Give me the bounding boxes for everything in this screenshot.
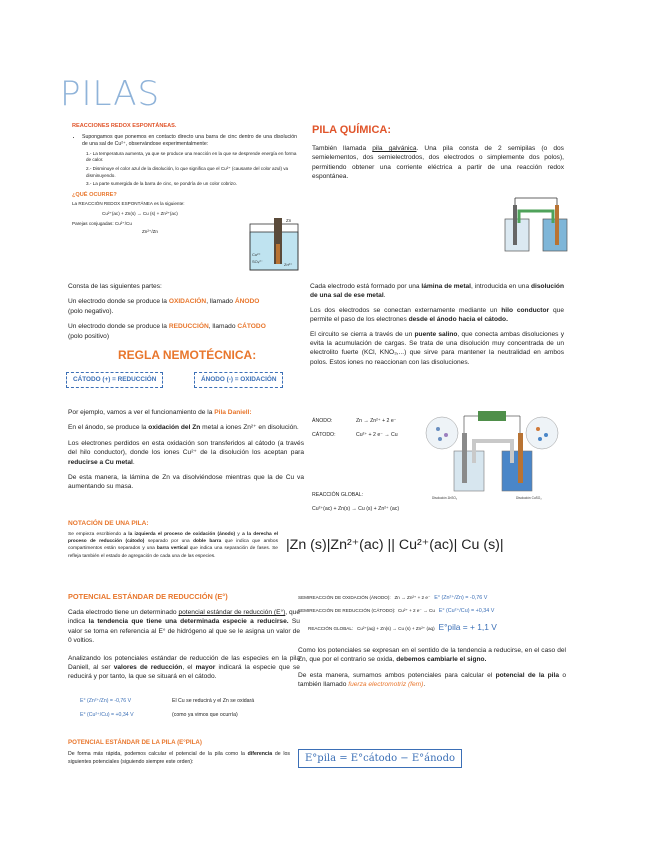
galvanic-cell-figure <box>503 195 571 255</box>
cu-ion-label: Cu²⁺ <box>252 252 261 257</box>
que-ocurre-heading: ¿QUÉ OCURRE? <box>72 191 117 198</box>
bullet-text: • Supongamos que ponemos en contacto directo una barra de cinc dentro de una disolución de una sal de Cu²⁺, observándose experimentalmente: <box>82 134 297 149</box>
potential-section <box>68 592 300 682</box>
cathode-description: Un electrodo donde se produce la REDUCCIÓN, llamado CÁTODO (polo positivo) <box>68 323 266 340</box>
redox-equation: Cu²⁺(ac) + Zn(s) → Cu (s) + Zn²⁺(ac) <box>102 210 178 216</box>
electrode-p2: Los dos electrodos se conectan externamente mediante un hilo conductor que permite el paso de los electrones desde el ánodo hacia el cátodo. <box>310 306 564 324</box>
potential-p2: Analizando los potenciales estándar de reducción de las especies en la pila Daniell, al ser valores de reducción, el mayor indicará la especie que se reducirá y por tanto, la que se situará en el cátodo. <box>68 654 300 681</box>
explanation-p2: De esta manera, sumamos ambos potenciales para calcular el potencial de la pila o también llamado fuerza electromotriz (fem). <box>298 671 566 689</box>
daniell-p3: De esta manera, la lámina de Zn va disolviéndose mientras que la de Cu va aumentando su masa. <box>68 474 304 491</box>
zn-label: Zn <box>286 218 292 223</box>
electrode-p3: El circuito se cierra a través de un puente salino, que conecta ambas disoluciones y evita la acumulación de cargas. Se trata de una disolución muy concentrada de un electrolito fuerte (KCl, KNO₃,...) que sirve para mantener la neutralidad en ambos polos. Estos iones no reaccionan con las disoluciones. <box>310 330 564 366</box>
explanation-p1: Como los potenciales se expresan en el sentido de la tendencia a reducirse, en el caso del Zn, que por el contrario se oxida, debemos cambiarle el signo. <box>298 647 566 664</box>
pila-quimica-text: También llamada pila galvánica. Una pila consta de 2 semipilas (o dos semielementos, dos semielectrodos, dos electrodos o simplemente dos polos), permitiendo obtener una corriente eléctrica a partir de una reacción redox espontánea. <box>312 145 564 181</box>
observation-1: 1.- La temperatura aumenta, ya que se produce una reacción en la que se desprende energía en forma de calor. <box>86 150 297 163</box>
parts-intro: Consta de las siguientes partes: <box>68 283 162 290</box>
potential-title: POTENCIAL ESTÁNDAR DE REDUCCIÓN (E°) <box>68 592 228 601</box>
znso4-label: Disolución ZnSO₄ <box>432 496 458 500</box>
daniell-intro: Por ejemplo, vamos a ver el funcionamiento de la Pila Daniell: <box>68 409 252 416</box>
anode-rule-box <box>194 372 283 388</box>
pila-quimica-section <box>312 124 564 182</box>
electrode-p1: Cada electrodo está formado por una lámina de metal, introducida en una disolución de una sal de ese metal. <box>310 283 564 300</box>
daniell-section <box>68 408 304 492</box>
redox-spontaneous-text: La REACCIÓN REDOX ESPONTÁNEA es la siguiente: <box>72 201 185 207</box>
global-reaction: REACCIÓN GLOBAL: Cu²⁺(ac) + Zn(s) → Cu (s) + Zn²⁺ (ac) <box>312 492 400 512</box>
potential-values: E° (Zn²⁺/Zn) = -0,76 V El Cu se reducirá y el Zn se oxidará E° (Cu²⁺/Cu) = +0,34 V (como ya vimos que ocurría) <box>80 698 255 718</box>
electrode-section <box>310 282 564 367</box>
parts-section <box>68 282 308 341</box>
cell-potential-section <box>68 739 290 766</box>
daniell-cell-figure <box>424 405 562 501</box>
conjugate-pairs-2: Zn²⁺/Zn <box>142 229 158 235</box>
notation-title: NOTACIÓN DE UNA PILA: <box>68 520 149 527</box>
cell-notation-formula: |Zn (s)|Zn²⁺(ac) || Cu²⁺(ac)| Cu (s)| <box>286 537 504 553</box>
semireactions: SEMIREACCIÓN DE OXIDACIÓN (ÁNODO): Zn → Zn²⁺ + 2 e⁻ E° (Zn²⁺/Zn) = -0,76 V SEMIREACCIÓN DE REDUCCIÓN (CÁTODO): Cu²⁺ + 2 e⁻ → Cu E° (Cu²⁺/Cu) = +0,34 V REACCIÓN GLOBAL: Cu²⁺(aq) + Zn(s) → Cu (s) + Zn²⁺ (aq) E°pila = + 1,1 V <box>298 595 497 633</box>
cuso4-label: Disolución CuSO₄ <box>516 496 542 500</box>
cell-potential-text: De forma más rápida, podemos calcular el potencial de la pila como la diferencia de los siguientes potenciales (siguiendo siempre este orden): <box>68 751 290 765</box>
notation-section <box>68 520 278 560</box>
observation-2: 2.- Disminuye el color azul de la disolución, lo que significa que el Cu²⁺ (causante del color azul) va disminuyendo. <box>86 165 289 178</box>
daniell-p1: En el ánodo, se produce la oxidación del Zn metal a iones Zn²⁺ en disolución. <box>68 424 299 432</box>
potential-explanation <box>298 646 566 690</box>
section-title: REACCIONES REDOX ESPONTÁNEAS. <box>72 123 177 129</box>
half-reactions: ÁNODO: Zn → Zn²⁺ + 2 e⁻ CÁTODO: Cu²⁺ + 2 e⁻ → Cu <box>312 418 398 438</box>
cell-potential-formula: E°pila = E°cátodo − E°ánodo <box>298 749 462 768</box>
cell-potential-title: POTENCIAL ESTÁNDAR DE LA PILA (E°PILA) <box>68 739 202 746</box>
cathode-rule-box <box>66 372 163 388</box>
sulfate-label: SO₄²⁻ <box>252 259 263 264</box>
page-title: PILAS <box>60 74 161 114</box>
anode-description: Un electrodo donde se produce la OXIDACIÓN, llamado ÁNODO (polo negativo). <box>68 298 260 315</box>
cathode-rule: CÁTODO (+) = REDUCCIÓN <box>73 376 157 383</box>
zinc-beaker-figure <box>246 214 302 272</box>
mnemonic-title: REGLA NEMOTÉCNICA: <box>118 348 257 362</box>
daniell-p2: Los electrones perdidos en esta oxidación son transferidos al cátodo (a través del hilo conductor), donde los iones Cu²⁺ de la disolución los aceptan para reducirse a Cu metal. <box>68 439 304 466</box>
observation-3: 3.- La parte sumergida de la barra de cinc, se pondría de un color cobrizo. <box>86 181 237 187</box>
pila-quimica-title: PILA QUÍMICA: <box>312 124 392 136</box>
notation-text: Se empieza escribiendo a la izquierda el proceso de oxidación (ánodo) y a la derecha el proceso de reducción (cátodo) separado por una doble barra que indica que ambos compartimentos están separados y una barra vertical que indica una separación de fases. Se refleja también el estado de agregación de cada una de las especies. <box>68 532 278 559</box>
potential-p1: Cada electrodo tiene un determinado potencial estándar de reducción (E°), que indica la tendencia que tiene una determinada especie a reducirse. Su valor se toma en referencia al E° de hidrógeno al que se le asigna un valor de 0 voltios. <box>68 609 300 645</box>
anode-rule: ÁNODO (-) = OXIDACIÓN <box>201 376 277 383</box>
zn-ion-label: Zn²⁺ <box>284 262 293 267</box>
conjugate-pairs: Parejas conjugadas: Cu²⁺/Cu <box>72 220 132 226</box>
